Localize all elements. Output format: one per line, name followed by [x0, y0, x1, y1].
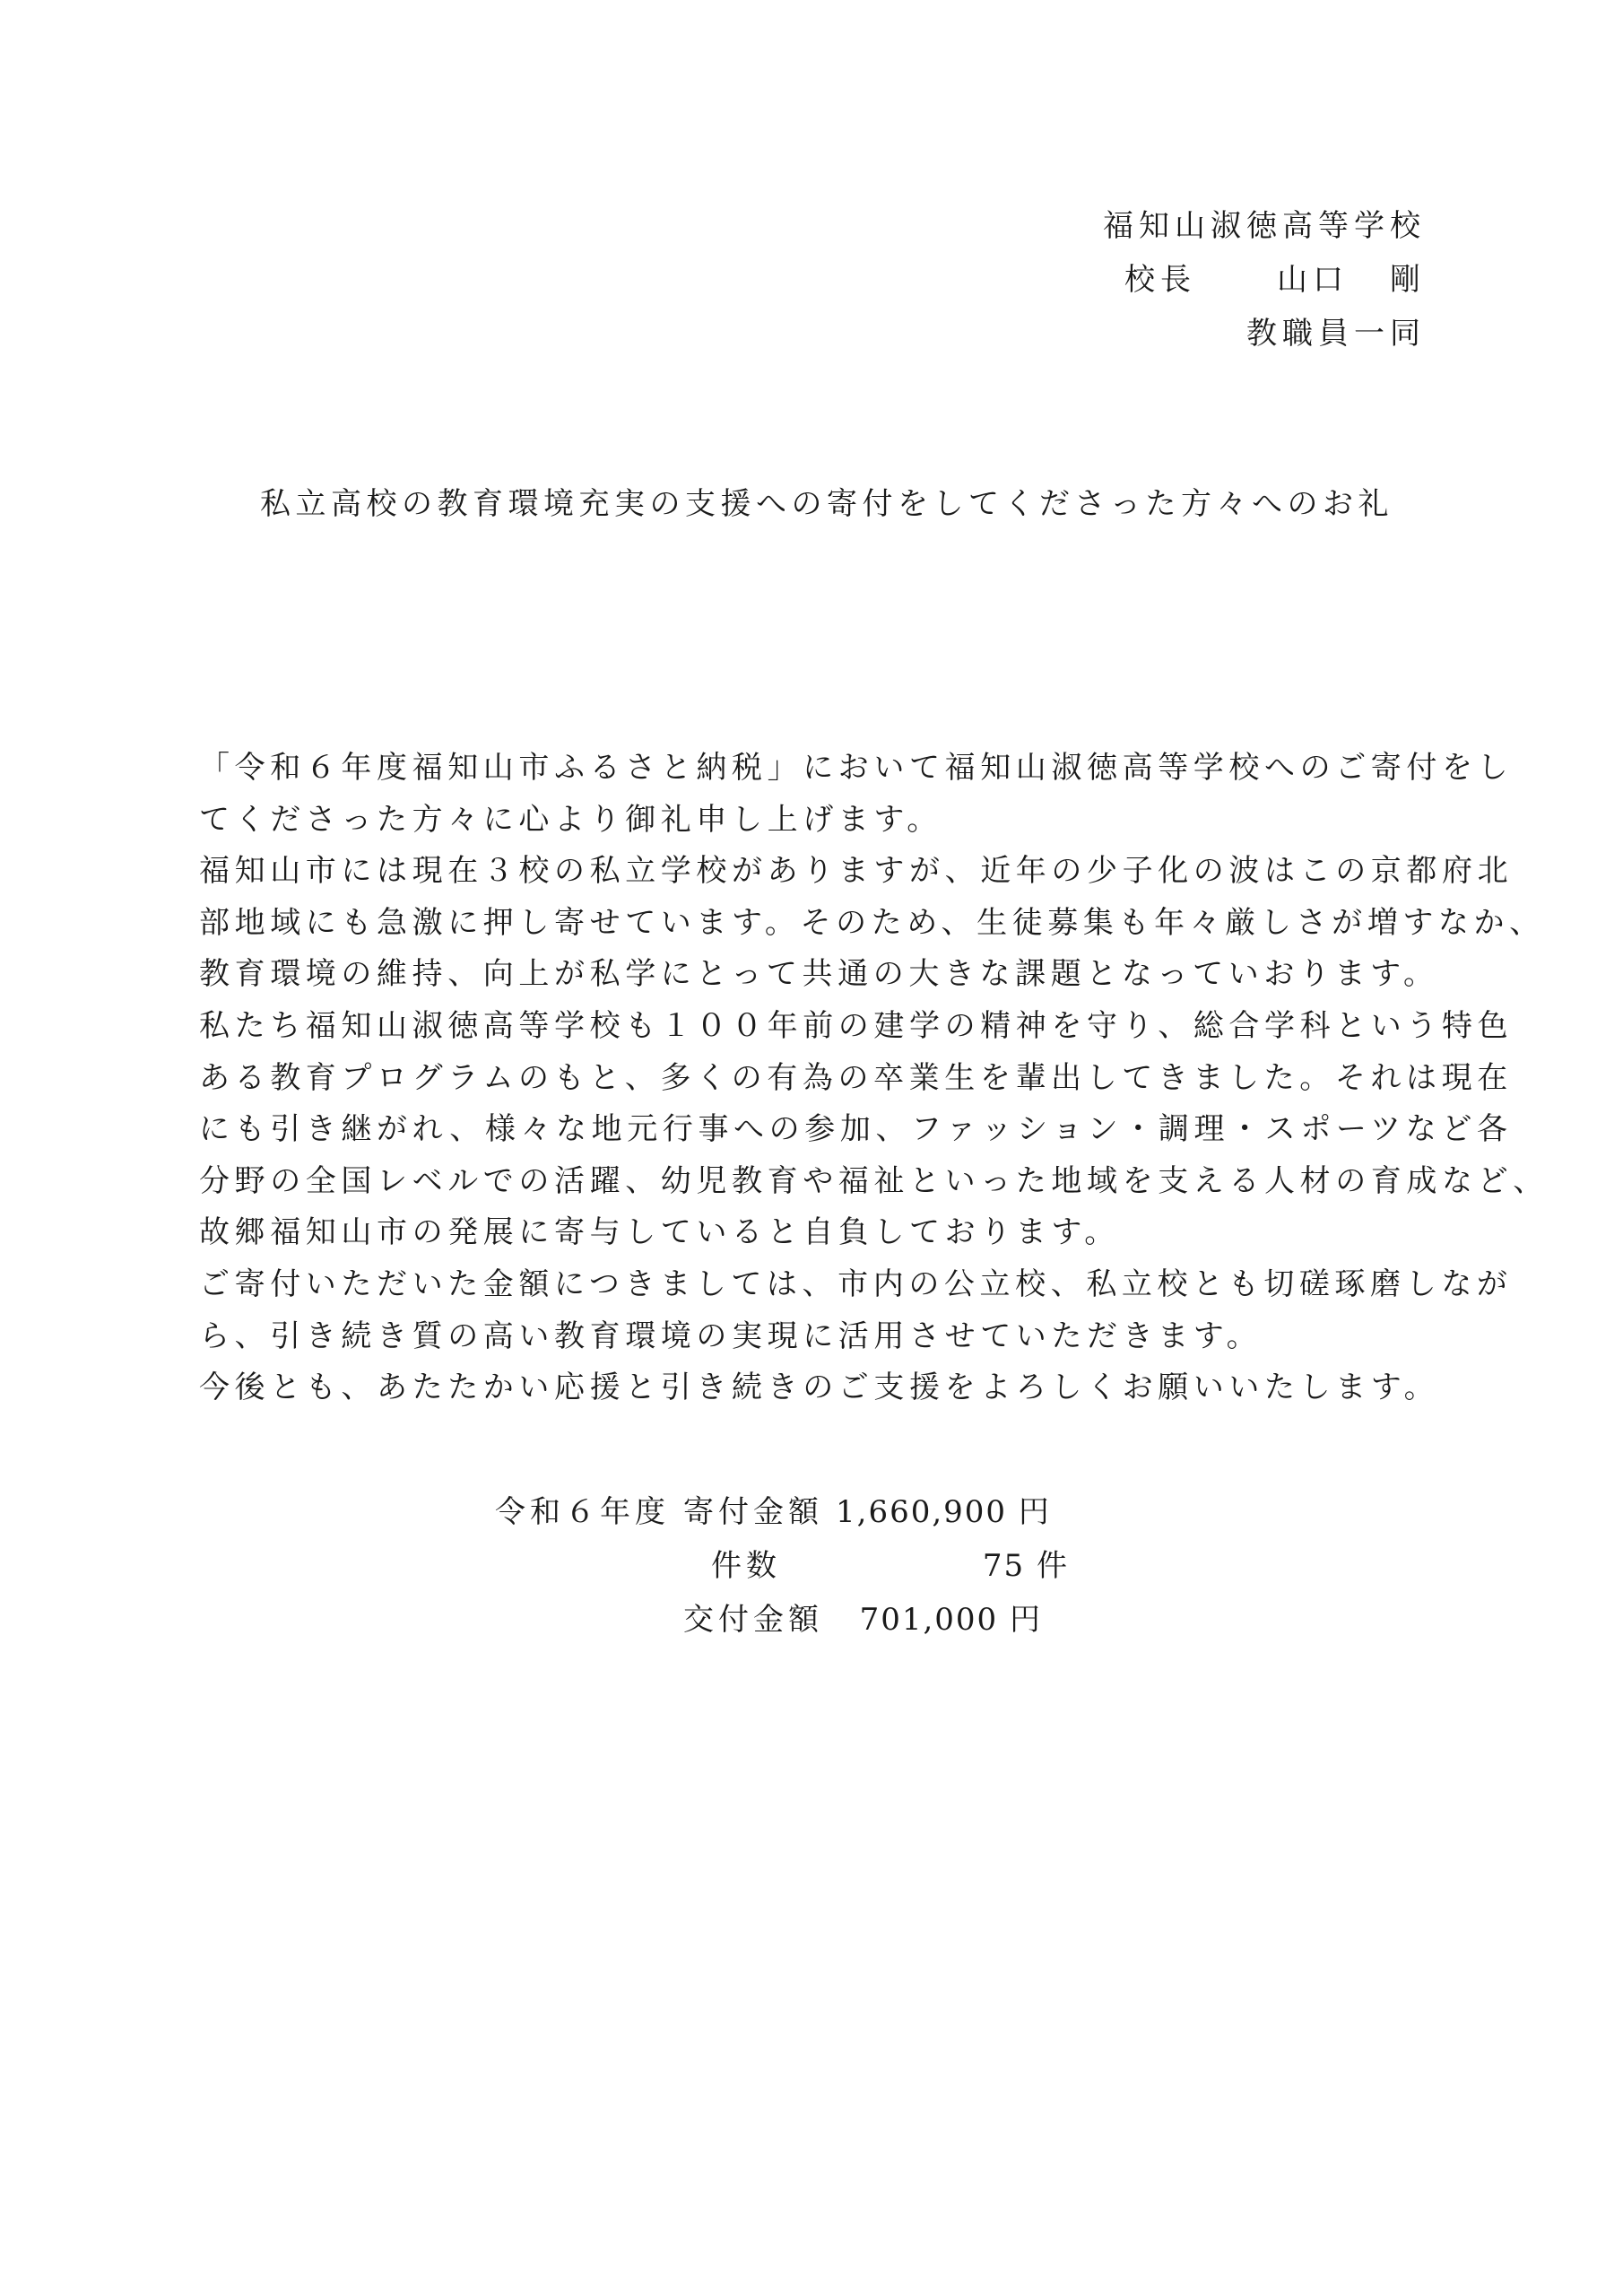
count-label: 件数: [711, 1548, 781, 1584]
principal-role: 校長: [1124, 262, 1196, 298]
document-title: 私立高校の教育環境充実の支援への寄付をしてくださった方々へのお礼: [260, 486, 1393, 522]
staff-line: 教職員一同: [1246, 316, 1426, 352]
principal-given-name: 剛: [1390, 262, 1426, 298]
school-name: 福知山淑徳高等学校: [1103, 208, 1426, 244]
principal-line: [1103, 253, 1426, 307]
body-line: ご寄付いただいた金額につきましては、市内の公立校、私立校とも切磋琢磨しなが: [199, 1265, 1513, 1302]
count-value: 75 件: [982, 1548, 1069, 1584]
body-line: 故郷福知山市の発展に寄与していると自負しております。: [199, 1214, 1120, 1251]
sender-block: [1103, 199, 1426, 361]
body-line: にも引き継がれ、様々な地元行事への参加、ファッション・調理・スポーツなど各: [199, 1111, 1513, 1148]
summary-row-grant: [495, 1593, 1069, 1647]
body-line: 今後とも、あたたかい応援と引き続きのご支援をよろしくお願いいたします。: [199, 1370, 1440, 1406]
body-line: 部地域にも急激に押し寄せています。そのため、生徒募集も年々厳しさが増すなか、: [199, 904, 1545, 941]
body-line: 私たち福知山淑徳高等学校も１００年前の建学の精神を守り、総合学科という特色: [199, 1007, 1514, 1044]
summary-row-count: [495, 1539, 1069, 1593]
summary-row-donation: [495, 1485, 1069, 1539]
body-line: 分野の全国レベルでの活躍、幼児教育や福祉といった地域を支える人材の育成など、: [199, 1162, 1549, 1199]
body-line: てくださった方々に心より御礼申し上げます。: [199, 801, 942, 838]
grant-amount-label: 交付金額: [683, 1602, 823, 1638]
body-text: [199, 743, 1549, 1414]
fiscal-year: 令和６年度: [495, 1494, 670, 1530]
grant-amount-value: 701,000 円: [859, 1602, 1042, 1638]
body-line: ら、引き続き質の高い教育環境の実現に活用させていただきます。: [199, 1318, 1263, 1354]
principal-surname: 山口: [1277, 262, 1349, 298]
donation-amount-label: 寄付金額: [683, 1494, 823, 1530]
donation-summary: [495, 1485, 1069, 1647]
donation-amount-value: 1,660,900 円: [836, 1494, 1051, 1530]
body-line: 福知山市には現在３校の私立学校がありますが、近年の少子化の波はこの京都府北: [199, 853, 1514, 890]
body-line: ある教育プログラムのもと、多くの有為の卒業生を輩出してきました。それは現在: [199, 1059, 1513, 1096]
body-line: 「令和６年度福知山市ふるさと納税」において福知山淑徳高等学校へのご寄付をし: [199, 750, 1514, 786]
body-line: 教育環境の維持、向上が私学にとって共通の大きな課題となっていおります。: [199, 956, 1439, 993]
